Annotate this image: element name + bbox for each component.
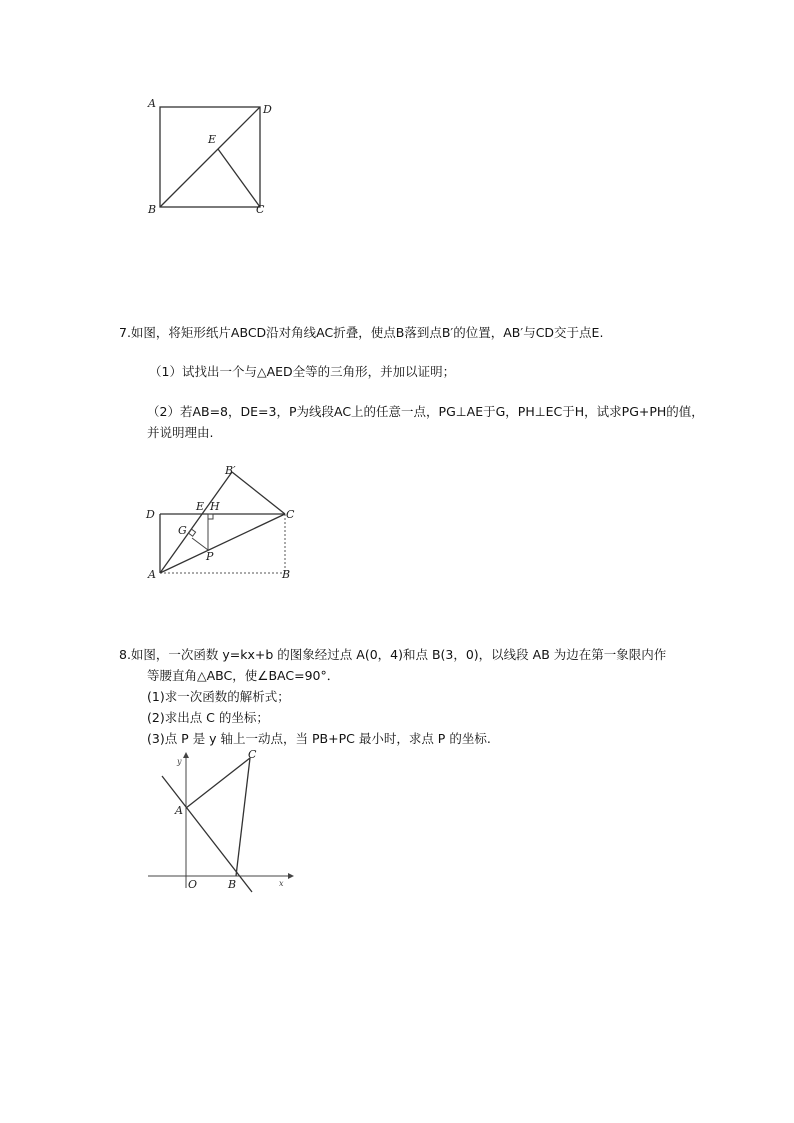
label-h: H (210, 500, 220, 513)
label-d: D (263, 103, 272, 116)
label-a: A (148, 568, 156, 581)
right-angle-mark-h (208, 514, 213, 519)
figure-coordinate-plane (140, 748, 300, 893)
problem-7-stem: 7.如图，将矩形纸片ABCD沿对角线AC折叠，使点B落到点B′的位置，AB′与CD交于点E. (119, 325, 604, 340)
problem-7-part-2-line-2: 并说明理由. (147, 425, 214, 440)
problem-8-part-3: (3)点 P 是 y 轴上一动点，当 PB+PC 最小时，求点 P 的坐标. (147, 731, 491, 746)
label-a: A (148, 97, 156, 110)
x-axis-arrow (288, 873, 294, 879)
label-b: B (282, 568, 291, 581)
problem-8-part-1: (1)求一次函数的解析式； (147, 689, 290, 704)
label-o: O (188, 878, 198, 891)
right-angle-mark-g (189, 529, 196, 536)
label-c: C (286, 508, 295, 521)
problem-7-part-2-line-1: （2）若AB=8，DE=3，P为线段AC上的任意一点，PG⊥AE于G，PH⊥EC于H，试求PG+PH的值， (147, 404, 704, 419)
label-x: x (279, 879, 284, 888)
figure-square-abcd (140, 95, 280, 220)
segment-ab-prime (160, 472, 232, 573)
problem-8-stem-line-2: 等腰直角△ABC，使∠BAC=90°． (147, 668, 340, 683)
line-ab (162, 776, 252, 892)
problem-8-stem-line-1: 8.如图，一次函数 y=kx+b 的图象经过点 A(0，4)和点 B(3，0)，以线段 AB 为边在第一象限内作 (119, 647, 667, 662)
label-e: E (208, 133, 217, 146)
segment-ec (218, 149, 260, 207)
diagonal-ac (160, 514, 285, 573)
problem-8-part-2: (2)求出点 C 的坐标； (147, 710, 269, 725)
label-c: C (256, 203, 265, 216)
y-axis-arrow (183, 752, 189, 758)
diagonal-bd (160, 107, 260, 207)
segment-cb (236, 758, 250, 876)
label-a: A (175, 804, 183, 817)
figure-folded-rectangle (140, 462, 300, 584)
problem-7-part-1: （1）试找出一个与△AED全等的三角形，并加以证明； (149, 364, 456, 379)
label-g: G (178, 524, 187, 537)
label-y: y (177, 757, 182, 766)
segment-ac (186, 758, 250, 808)
label-c: C (248, 748, 257, 761)
label-p: P (206, 550, 214, 563)
label-e: E (196, 500, 205, 513)
segment-b-prime-c (232, 472, 285, 514)
segment-pg (192, 538, 208, 550)
label-d: D (146, 508, 155, 521)
label-b: B (228, 878, 237, 891)
label-b-prime: B′ (225, 464, 236, 477)
label-b: B (148, 203, 157, 216)
